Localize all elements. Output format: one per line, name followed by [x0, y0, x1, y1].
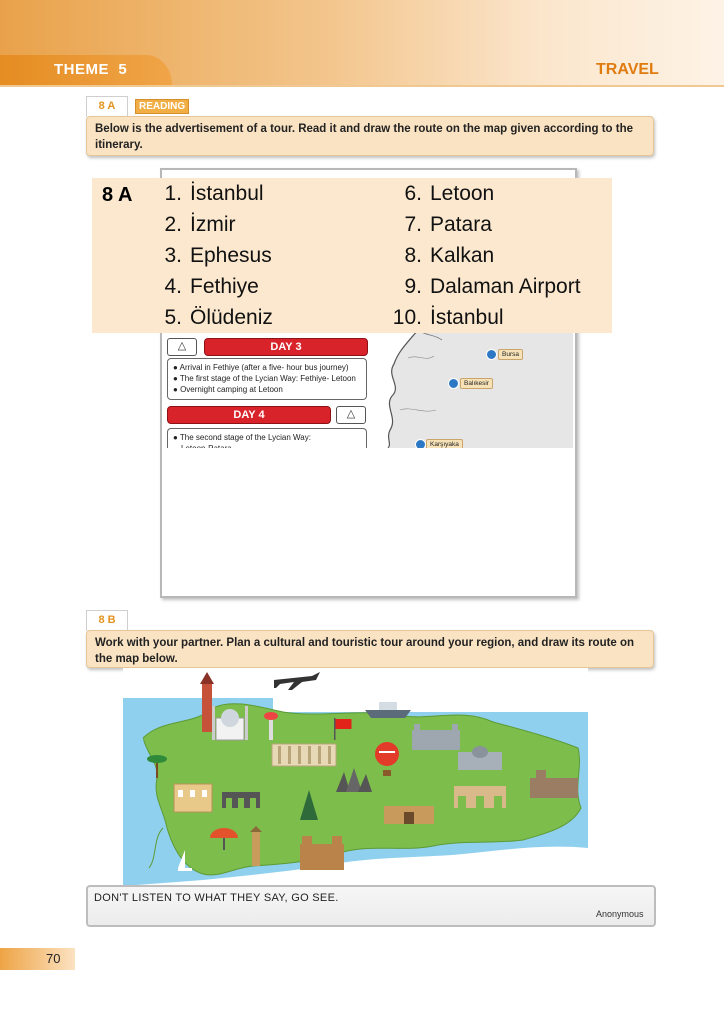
monument-icon: [300, 790, 318, 820]
header-divider: [0, 85, 724, 87]
bridge-icon: [222, 788, 260, 808]
page-title: TRAVEL: [596, 61, 659, 78]
quote-text: DON'T LISTEN TO WHAT THEY SAY, GO SEE.: [94, 892, 339, 904]
sailboat-icon: [178, 850, 192, 872]
day-3-details: [167, 358, 367, 400]
tent-icon: △: [336, 406, 366, 424]
page-number-tab: [0, 948, 75, 970]
mausoleum-icon: [272, 738, 336, 766]
ruins-icon: [530, 768, 578, 798]
tent-icon: △: [167, 338, 197, 356]
airplane-icon: [272, 666, 322, 690]
ad-map: [378, 330, 573, 448]
map-pin-icon: [486, 349, 497, 360]
day-3-line: ● The first stage of the Lycian Way: Fethiye- Letoon: [173, 374, 356, 383]
answer-item: 1. İstanbul: [164, 182, 264, 205]
answer-item: 2. İzmir: [164, 213, 236, 236]
city-tag-karsiyaka: Karşıyaka: [426, 439, 463, 450]
fortress-icon: [412, 724, 460, 750]
map-pin-icon: [448, 378, 459, 389]
city-tag-balikesir: Balıkesir: [460, 378, 493, 389]
day-3-line: ● Overnight camping at Letoon: [173, 385, 283, 394]
ad-blank-area: [162, 448, 575, 596]
section-a-label: 8 A: [86, 96, 128, 117]
page-number: 70: [46, 951, 61, 966]
quote-author: Anonymous: [596, 909, 644, 919]
answer-item: 9. Dalaman Airport: [404, 275, 581, 298]
answer-item: 5. Ölüdeniz: [164, 306, 273, 329]
section-b-instruction: Work with your partner. Plan a cultural and touristic tour around your region, and draw its route on the map below.: [86, 630, 654, 668]
tower-icon: [250, 826, 262, 866]
day-4-details: [167, 428, 367, 448]
answer-item: 4. Fethiye: [164, 275, 259, 298]
tower-icon: [264, 710, 278, 740]
caravanserai-icon: [384, 800, 434, 824]
reading-badge: READING: [135, 99, 189, 114]
tent-icon-small: [180, 338, 196, 354]
section-a-instruction: Below is the advertisement of a tour. Read it and draw the route on the map given according to the itinerary.: [86, 116, 654, 156]
day-3-bar: DAY 3: [204, 338, 368, 356]
palm-tree-icon: [146, 752, 168, 778]
day-4-line: ● The second stage of the Lycian Way:: [173, 433, 311, 442]
hot-air-balloon-icon: [373, 742, 401, 778]
rock-formation-icon: [336, 768, 372, 792]
theme-label: THEME 5: [54, 61, 128, 78]
flag-icon: [334, 718, 352, 740]
section-b-label: 8 B: [86, 610, 128, 631]
aqueduct-icon: [454, 786, 506, 808]
answer-key-label: 8 A: [102, 184, 133, 206]
beach-umbrella-icon: [210, 828, 238, 850]
answer-item: 8. Kalkan: [404, 244, 495, 267]
mosque-icon: [212, 700, 248, 740]
church-icon: [458, 744, 502, 770]
answer-item: 10. İstanbul: [392, 306, 504, 329]
answer-item: 3. Ephesus: [164, 244, 272, 267]
day-4-bar: DAY 4: [167, 406, 331, 424]
castle-icon: [300, 836, 344, 870]
answer-key-overlay: [92, 178, 612, 333]
ship-icon: [365, 698, 411, 718]
answer-item: 6. Letoon: [404, 182, 495, 205]
palace-icon: [174, 778, 212, 812]
day-3-line: ● Arrival in Fethiye (after a five- hour bus journey): [173, 363, 349, 372]
city-tag-bursa: Bursa: [498, 349, 523, 360]
answer-item: 7. Patara: [404, 213, 492, 236]
